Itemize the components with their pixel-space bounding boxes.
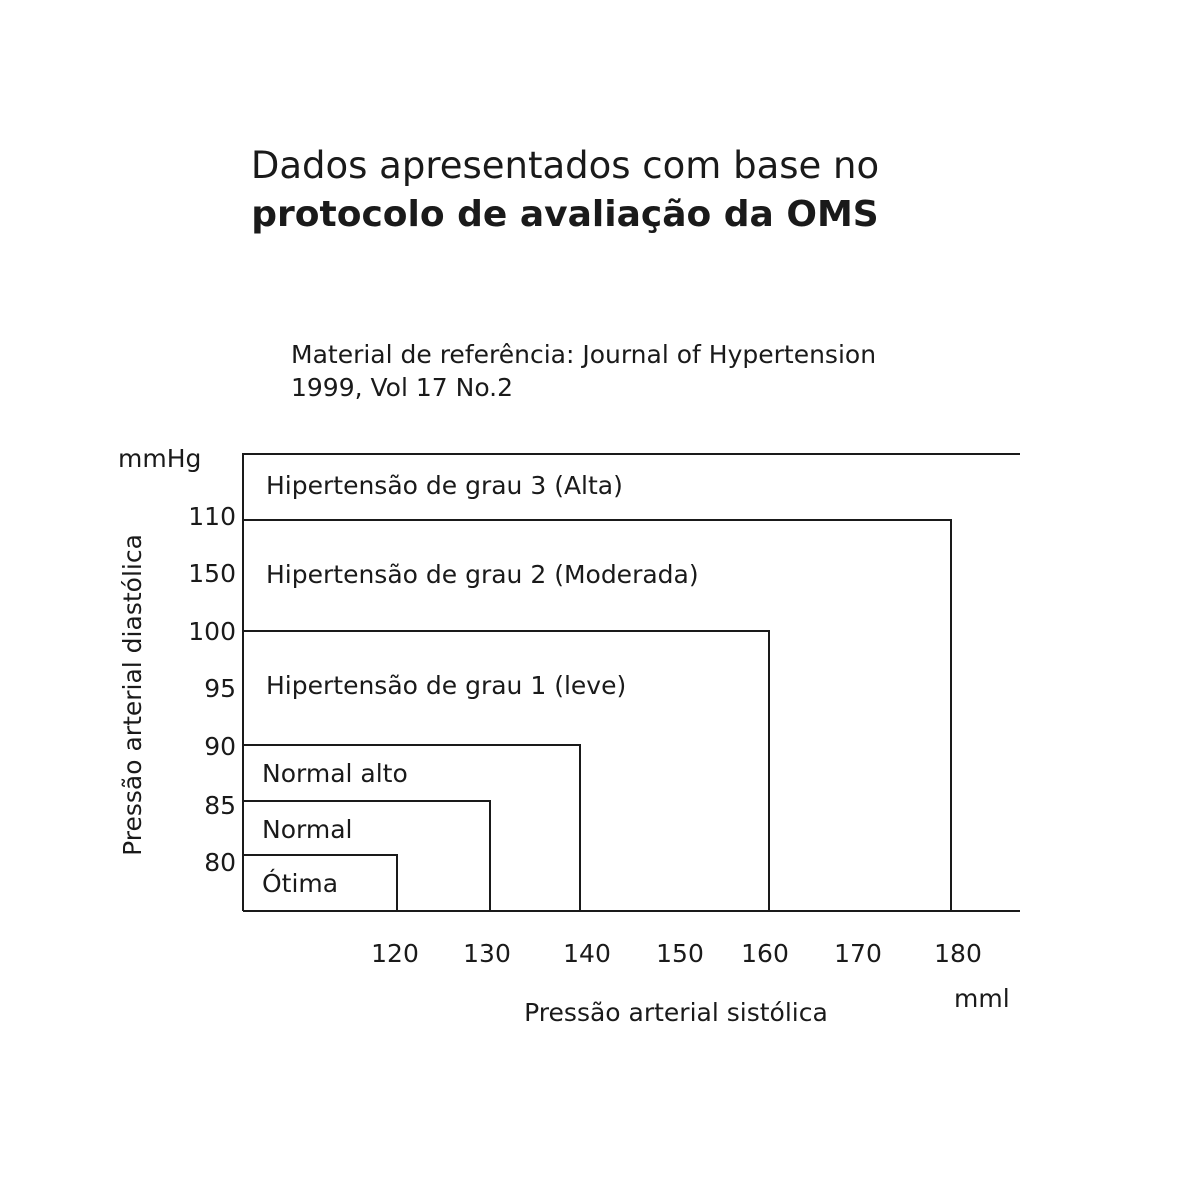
y-tick-label: 150 bbox=[188, 559, 236, 588]
y-tick-label: 100 bbox=[188, 617, 236, 646]
x-tick-label: 160 bbox=[741, 939, 789, 968]
y-tick-label: 85 bbox=[204, 791, 236, 820]
reference-line2: 1999, Vol 17 No.2 bbox=[291, 373, 514, 402]
y-tick-label: 110 bbox=[188, 502, 236, 531]
y-unit-label: mmHg bbox=[118, 444, 202, 473]
x-tick-label: 180 bbox=[934, 939, 982, 968]
chart-title-line2: protocolo de avaliação da OMS bbox=[251, 194, 879, 235]
reference-line1: Material de referência: Journal of Hypertension bbox=[291, 340, 877, 369]
x-tick-label: 120 bbox=[371, 939, 419, 968]
category-label-hipertensao-de-grau-1-leve: Hipertensão de grau 1 (leve) bbox=[266, 671, 627, 700]
y-tick-label: 80 bbox=[204, 848, 236, 877]
y-tick-label: 95 bbox=[204, 674, 236, 703]
category-label-hipertensao-de-grau-2-moderada: Hipertensão de grau 2 (Moderada) bbox=[266, 560, 699, 589]
category-label-normal-alto: Normal alto bbox=[262, 759, 408, 788]
x-axis-title: Pressão arterial sistólica bbox=[524, 998, 828, 1027]
category-label-hipertensao-de-grau-3-alta: Hipertensão de grau 3 (Alta) bbox=[266, 471, 623, 500]
x-tick-label: 150 bbox=[656, 939, 704, 968]
x-unit-label: mml bbox=[954, 984, 1010, 1013]
category-label-normal: Normal bbox=[262, 815, 353, 844]
y-axis-title: Pressão arterial diastólica bbox=[118, 534, 147, 856]
y-tick-labels bbox=[188, 502, 236, 877]
x-tick-labels bbox=[371, 939, 982, 968]
y-tick-label: 90 bbox=[204, 732, 236, 761]
category-label-otima: Ótima bbox=[262, 869, 339, 898]
chart-title-line1: Dados apresentados com base no bbox=[250, 144, 880, 187]
category-labels bbox=[262, 471, 699, 898]
x-tick-label: 140 bbox=[563, 939, 611, 968]
x-tick-label: 170 bbox=[834, 939, 882, 968]
x-tick-label: 130 bbox=[463, 939, 511, 968]
